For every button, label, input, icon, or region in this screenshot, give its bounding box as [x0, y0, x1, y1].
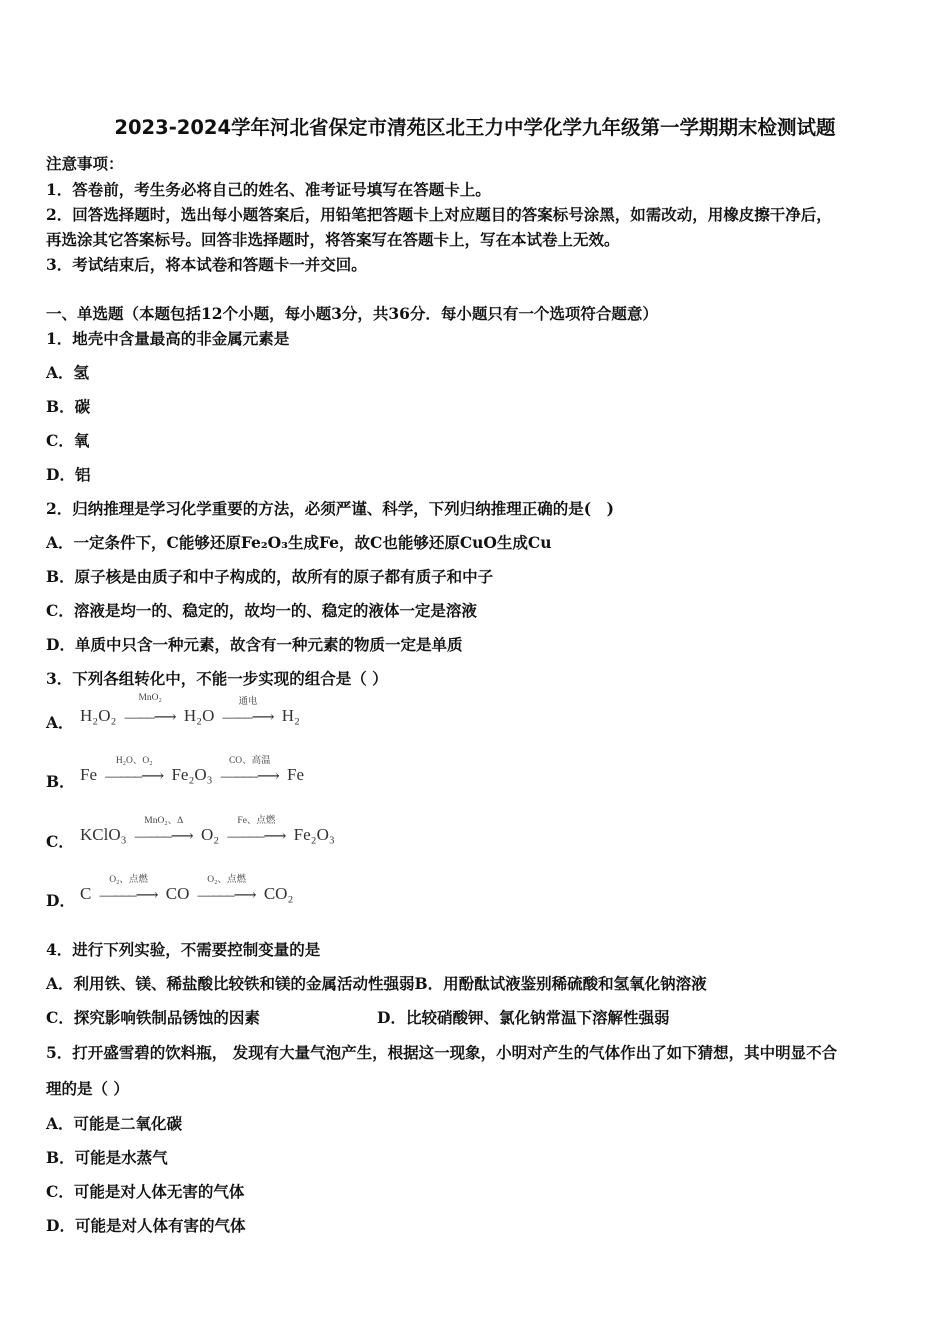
substance: H₂ [281, 706, 300, 725]
substance: Fe [80, 765, 97, 784]
question-5-option-a: A．可能是二氧化碳 [46, 1114, 183, 1133]
notice-item: 再选涂其它答案标号。回答非选择题时，将答案写在答题卡上，写在本试卷上无效。 [46, 230, 620, 249]
question-2-option-c: C．溶液是均一的、稳定的，故均一的、稳定的液体一定是溶液 [46, 601, 477, 620]
question-3-option-d [46, 875, 294, 911]
reaction-arrow: H₂O、O₂ —‒‒‒⟶ [105, 766, 163, 786]
substance: KClO₃ [80, 825, 127, 844]
option-label: C． [46, 832, 74, 852]
substance: Fe [287, 765, 305, 784]
substance: H₂O₂ [80, 706, 117, 725]
question-5-stem: 5．打开盛雪碧的饮料瓶， 发现有大量气泡产生，根据这一现象，小明对产生的气体作出了如下猜想，其中明显不合 [46, 1043, 838, 1062]
question-4-option-c: C．探究影响铁制品锈蚀的因素 [46, 1008, 260, 1027]
substance: CO₂ [263, 884, 294, 903]
notice-heading: 注意事项： [46, 154, 124, 173]
question-2-option-d: D．单质中只含一种元素，故含有一种元素的物质一定是单质 [46, 635, 463, 654]
reaction-chain [80, 756, 305, 786]
question-1-stem: 1．地壳中含量最高的非金属元素是 [46, 329, 290, 348]
substance: H₂O [183, 706, 215, 725]
question-4-stem: 4．进行下列实验，不需要控制变量的是 [46, 940, 321, 959]
reaction-condition: MnO₂、Δ [144, 816, 184, 827]
question-1-option-b: B．碳 [46, 397, 91, 416]
question-4-option-b: B．用酚酞试液鉴别稀硫酸和氢氧化钠溶液 [414, 974, 707, 993]
reaction-condition: Fe、点燃 [237, 816, 276, 827]
reaction-chain [80, 693, 300, 727]
reaction-arrow: CO、高温 —‒‒‒⟶ [221, 766, 279, 786]
question-1-option-a: A．氢 [46, 363, 90, 382]
question-3-stem: 3．下列各组转化中，不能一步实现的组合是（ ） [46, 669, 388, 688]
question-5-option-d: D．可能是对人体有害的气体 [46, 1216, 246, 1235]
question-2-stem: 2．归纳推理是学习化学重要的方法，必须严谨、科学，下列归纳推理正确的是( ) [46, 499, 614, 518]
question-3-option-a [46, 693, 300, 733]
question-5-stem-cont: 理的是（ ） [46, 1079, 129, 1098]
section-heading: 一、单选题（本题包括12个小题，每小题3分，共36分．每小题只有一个选项符合题意） [46, 304, 658, 323]
substance: CO [165, 884, 190, 903]
substance: Fe₂O₃ [293, 825, 335, 844]
option-label: D． [46, 891, 75, 911]
option-label: B． [46, 772, 75, 792]
reaction-condition: O₂、点燃 [207, 875, 246, 886]
question-1-option-d: D．铝 [46, 465, 91, 484]
reaction-condition: H₂O、O₂ [115, 756, 153, 767]
reaction-arrow: MnO₂ —‒‒⟶ [124, 693, 176, 727]
question-5-option-b: B．可能是水蒸气 [46, 1148, 168, 1167]
reaction-condition: CO、高温 [228, 756, 271, 767]
reaction-condition: O₂、点燃 [109, 875, 148, 886]
reaction-chain [80, 816, 335, 846]
reaction-chain [80, 875, 294, 905]
reaction-arrow: O₂、点燃 —‒‒‒⟶ [198, 885, 256, 905]
question-4-options-ab [46, 972, 707, 994]
question-2-option-b: B．原子核是由质子和中子构成的，故所有的原子都有质子和中子 [46, 567, 494, 586]
notice-item: 3．考试结束后，将本试卷和答题卡一并交回。 [46, 255, 367, 274]
reaction-arrow: MnO₂、Δ —‒‒‒⟶ [135, 826, 193, 846]
reaction-arrow: Fe、点燃 —‒‒‒⟶ [227, 826, 285, 846]
question-2-option-a: A．一定条件下，C能够还原Fe₂O₃生成Fe，故C也能够还原CuO生成Cu [46, 533, 552, 552]
option-label: A． [46, 713, 74, 733]
question-3-option-c [46, 816, 335, 852]
substance: O₂ [200, 825, 220, 844]
notice-item: 2．回答选择题时，选出每小题答案后，用铅笔把答题卡上对应题目的答案标号涂黑，如需改动，用橡皮擦干净后， [46, 205, 832, 224]
substance: C [80, 884, 92, 903]
question-5-option-c: C．可能是对人体无害的气体 [46, 1182, 245, 1201]
question-4-option-a: A．利用铁、镁、稀盐酸比较铁和镁的金属活动性强弱 [46, 974, 415, 993]
question-3-option-b [46, 756, 305, 792]
question-4-option-d: D．比较硝酸钾、氯化钠常温下溶解性强弱 [377, 1008, 670, 1027]
notice-item: 1．答卷前，考生务必将自己的姓名、准考证号填写在答题卡上。 [46, 180, 491, 199]
reaction-arrow: O₂、点燃 —‒‒‒⟶ [100, 885, 158, 905]
reaction-condition: MnO₂ [138, 693, 162, 704]
question-1-option-c: C．氧 [46, 431, 90, 450]
substance: Fe₂O₃ [171, 765, 213, 784]
reaction-condition: 通电 [238, 697, 258, 708]
reaction-arrow: 通电 —‒‒⟶ [223, 707, 274, 727]
page-title: 2023-2024学年河北省保定市清苑区北王力中学化学九年级第一学期期末检测试题 [114, 116, 836, 139]
